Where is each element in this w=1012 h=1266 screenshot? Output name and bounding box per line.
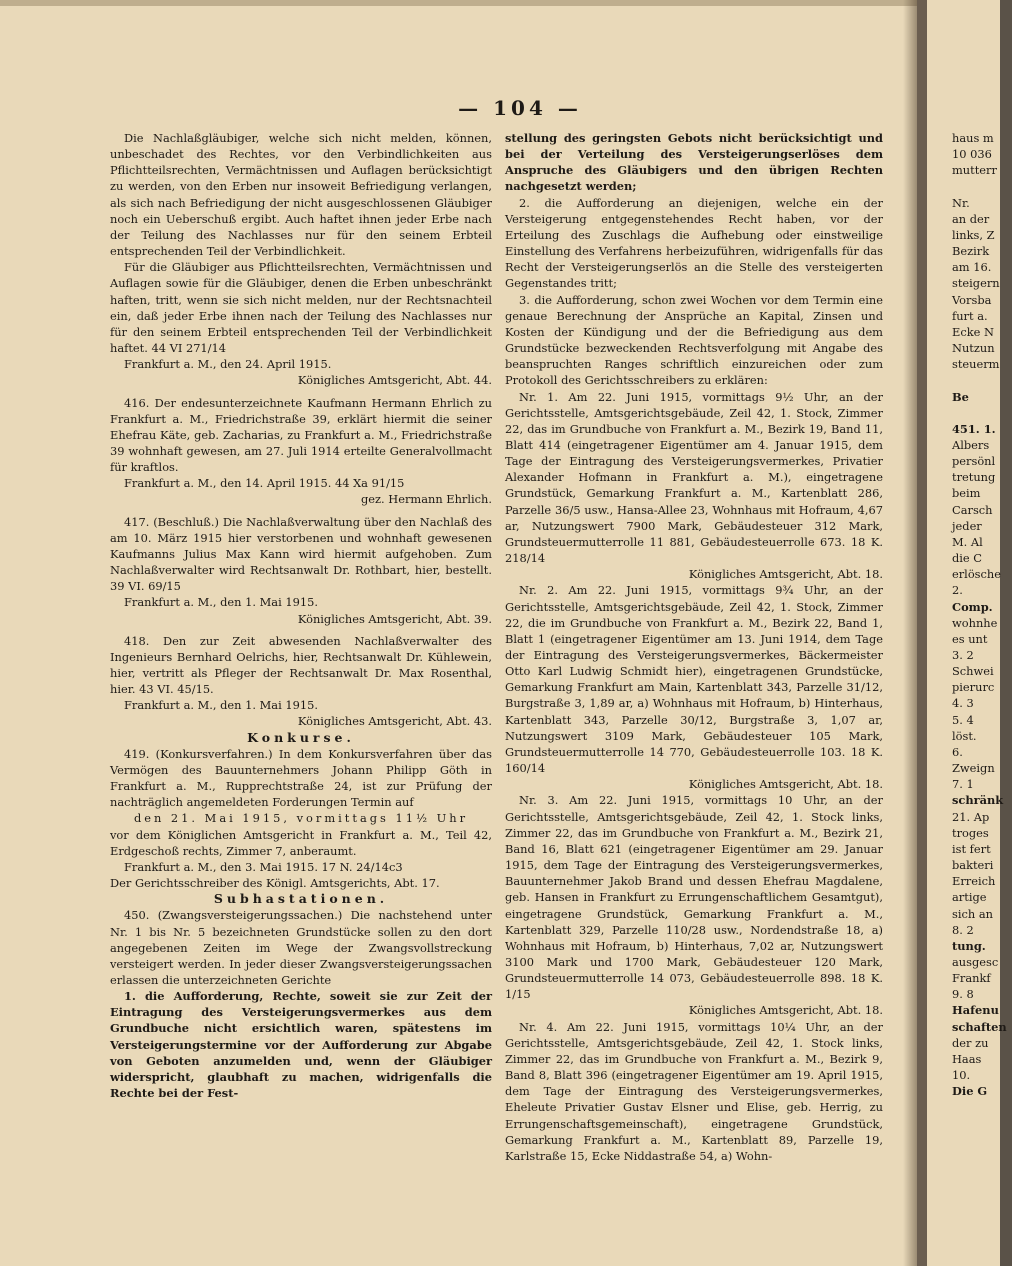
line: bakteri <box>952 858 994 873</box>
line: Erreich <box>952 874 996 889</box>
right-column-cropped <box>952 130 1012 1099</box>
signature: Königliches Amtsgericht, Abt. 18. <box>688 777 883 792</box>
line: persönl <box>952 454 996 469</box>
line: die C <box>952 551 983 566</box>
line: 451. 1. <box>952 421 996 436</box>
line: 9. 8 <box>952 987 974 1002</box>
middle-column <box>505 130 883 1164</box>
line: beim <box>952 486 981 501</box>
line: 7. 1 <box>952 777 974 792</box>
line: 6. <box>952 744 963 759</box>
line: Be <box>952 389 969 404</box>
paragraph: Die Nachlaßgläubiger, welche sich nicht melden, können, unbeschadet des Rechtes, vor den Verbindlichkeiten aus Pflichtteilsrechten, Vermächtnissen und Auflagen berücksichtigt zu werden, von den Erben nur insoweit Befriedigung verlangen, als sich nach Befriedigung der nicht ausgeschlossenen Gläubiger noch ein Ueberschuß ergibt. Auch haftet ihnen jeder Erbe nach der Teilung des Nachlasses nur für den seinem Erbteil entsprechenden Teil der Verbindlichkeit. <box>110 131 492 259</box>
line: 8. 2 <box>952 922 974 937</box>
line: pierurc <box>952 680 995 695</box>
notice-416: 416. Der endesunterzeichnete Kaufmann Hermann Ehrlich zu Frankfurt a. M., Friedrichstraße 39, erklärt hiermit die seiner Ehefrau Käte, geb. Zacharias, zu Frankfurt a. M., Friedrichstraße 39 wohnhaft gewesen, am 27. Juli 1914 erteilte Generalvollmacht für kraftlos. <box>110 395 492 475</box>
line: steigern <box>952 276 1000 291</box>
line: am 16. <box>952 260 992 275</box>
page-number: — 104 — <box>458 96 582 120</box>
dateline: Frankfurt a. M., den 14. April 1915. 44 Xa 91/15 <box>124 476 405 491</box>
line: tretung <box>952 470 996 485</box>
line: steuerm <box>952 357 1000 372</box>
line: 10. <box>952 1068 971 1083</box>
line: Nutzun <box>952 341 995 356</box>
signature: Königliches Amtsgericht, Abt. 39. <box>297 611 492 626</box>
line: furt a. <box>952 308 988 323</box>
line: schränk <box>952 793 1004 808</box>
line: links, Z <box>952 227 995 242</box>
signature: Königliches Amtsgericht, Abt. 18. <box>688 567 883 582</box>
dateline: Frankfurt a. M., den 24. April 1915. <box>124 357 332 372</box>
book-binding <box>917 0 927 1266</box>
paragraph: 1. die Aufforderung, Rechte, soweit sie zur Zeit der Eintragung des Versteigerungsvermerkes aus dem Grundbuche nicht ersichtlich waren, spätestens im Versteigerungstermine vor der Aufforderung zur Abgabe von Geboten anzumelden und, wenn der Gläubiger widerspricht, glaubhaft zu machen, widrigenfalls die Rechte bei der Fest- <box>110 989 492 1101</box>
line: erlösche <box>952 567 1001 582</box>
line: Bezirk <box>952 244 990 259</box>
notice-450: 450. (Zwangsversteigerungssachen.) Die nachstehend unter Nr. 1 bis Nr. 5 bezeichneten Grundstücke sollen zu den dort angegebenen Zeiten im Wege der Zwangsvollstreckung versteigert werden. In jeder dieser Zwangsversteigerungssachen erlassen die unterzeichneten Gerichte <box>110 908 492 987</box>
line: schaften <box>952 1019 1007 1034</box>
dateline: Frankfurt a. M., den 3. Mai 1915. 17 N. 24/14c3 <box>124 859 403 874</box>
line: wohnhe <box>952 615 998 630</box>
line: der zu <box>952 1035 989 1050</box>
line: Frankf <box>952 971 991 986</box>
auction-item-1: Nr. 1. Am 22. Juni 1915, vormittags 9½ Uhr, an der Gerichtsstelle, Amtsgerichtsgebäude, Zeil 42, 1. Stock, Zimmer 22, das im Grundbuche von Frankfurt a. M., Bezirk 19, Band 11, Blatt 414 (eingetragener Eigentümer am 4. Januar 1915, dem Tage der Eintragung des Versteigerungsvermerkes, Privatier Alexander Hofmann in Frankfurt a. M.), eingetragene Grundstück, Gemarkung Frankfurt a. M., Kartenblatt 286, Parzelle 36/5 usw., Hansa-Allee 23, Wohnhaus mit Hofraum, 4,67 ar, Nutzungswert 7900 Mark, Gebäudesteuer 312 Mark, Grundsteuermutterrolle 11 881, Gebäudesteuerrolle 673. 18 K. 218/14 <box>505 389 883 566</box>
line: ausgesc <box>952 954 999 969</box>
line: löst. <box>952 728 977 743</box>
line: Schwei <box>952 664 994 679</box>
signature: Der Gerichtsschreiber des Königl. Amtsgerichts, Abt. 17. <box>110 876 440 891</box>
line: mutterr <box>952 163 997 178</box>
notice-418: 418. Den zur Zeit abwesenden Nachlaßverwalter des Ingenieurs Bernhard Oelrichs, hier, Rechtsanwalt Dr. Kühlewein, hier, vertritt als Pfleger der Rechtsanwalt Dr. Max Rosenthal, hier. 43 VI. 45/15. <box>110 633 492 697</box>
page-top-edge <box>0 0 917 6</box>
dateline: Frankfurt a. M., den 1. Mai 1915. <box>124 698 318 713</box>
line: Ecke N <box>952 324 994 339</box>
line: 2. <box>952 583 963 598</box>
line: Comp. <box>952 599 993 614</box>
line: 4. 3 <box>952 696 974 711</box>
line <box>952 178 1012 194</box>
line: Hafenu <box>952 1003 999 1018</box>
line: haus m <box>952 131 994 145</box>
line: troges <box>952 825 989 840</box>
line: M. Al <box>952 534 983 549</box>
line: Carsch <box>952 502 993 517</box>
auction-item-2: Nr. 2. Am 22. Juni 1915, vormittags 9¾ Uhr, an der Gerichtsstelle, Amtsgerichtsgebäude, Zeil 42, 1. Stock, Zimmer 22, die im Grundbuche von Frankfurt a. M., Bezirk 22, Band 1, Blatt 1 (eingetragener Eigentümer am 13. Juni 1914, dem Tage der Eintragung des Versteigerungsvermerkes, Bäckermeister Otto Karl Ludwig Schmidt hier), eingetragenen Grundstücke, Gemarkung Frankfurt am Main, Kartenblatt 343, Parzelle 31/12, Burgstraße 3, 1,89 ar, a) Wohnhaus mit Hofraum, b) Hinterhaus, Kartenblatt 343, Parzelle 30/12, Burgstraße 3, 1,07 ar, Nutzungswert 3109 Mark, Gebäudesteuer 105 Mark, Grundsteuermutterrolle 14 770, Gebäudesteuerrolle 103. 18 K. 160/14 <box>505 583 883 776</box>
line: Albers <box>952 437 990 452</box>
signature: Königliches Amtsgericht, Abt. 18. <box>688 1003 883 1018</box>
paragraph: 2. die Aufforderung an diejenigen, welche ein der Versteigerung entgegenstehendes Recht haben, vor der Erteilung des Zuschlags die Aufhebung oder einstweilige Einstellung des Verfahrens herbeizuführen, widrigenfalls für das Recht der Versteigerungserlös an die Stelle des versteigerten Gegenstandes tritt; <box>505 195 883 291</box>
paragraph: vor dem Königlichen Amtsgericht in Frankfurt a. M., Teil 42, Erdgeschoß rechts, Zimmer 7, anberaumt. <box>110 827 492 858</box>
line: 21. Ap <box>952 809 990 824</box>
left-column <box>110 130 492 1101</box>
paragraph: Für die Gläubiger aus Pflichtteilsrechten, Vermächtnissen und Auflagen sowie für die Gläubiger, denen die Erben unbeschränkt haften, tritt, wenn sie sich nicht melden, nur der Rechtsnachteil ein, daß jeder Erbe ihnen nach der Teilung des Nachlasses nur für den seinem Erbteil entsprechenden Teil der Verbindlichkeit haftet. 44 VI 271/14 <box>110 260 492 356</box>
line: Zweign <box>952 761 995 776</box>
line: tung. <box>952 938 986 953</box>
signature: Königliches Amtsgericht, Abt. 43. <box>297 714 492 729</box>
line: Nr. <box>952 195 970 210</box>
line: 5. 4 <box>952 712 974 727</box>
signature: gez. Hermann Ehrlich. <box>361 492 492 507</box>
hearing-date: den 21. Mai 1915, vormittags 11½ Uhr <box>133 811 469 826</box>
auction-item-4: Nr. 4. Am 22. Juni 1915, vormittags 10¼ Uhr, an der Gerichtsstelle, Amtsgerichtsgebäude, Zeil 42, 1. Stock links, Zimmer 22, das im Grundbuche von Frankfurt a. M., Bezirk 9, Band 8, Blatt 396 (eingetragener Eigentümer am 19. April 1915, dem Tage der Eintragung des Versteigerungsvermerkes, Eheleute Privatier Gustav Elsner und Elise, geb. Herrig, zu Errungenschaftsgemeinschaft), eingetragene Grundstück, Gemarkung Frankfurt a. M., Kartenblatt 89, Parzelle 19, Karlstraße 15, Ecke Niddastraße 54, a) Wohn- <box>505 1019 883 1163</box>
line <box>952 405 1012 421</box>
line: ist fert <box>952 841 991 856</box>
section-heading-konkurse: Konkurse. <box>247 729 355 745</box>
notice-419: 419. (Konkursverfahren.) In dem Konkursverfahren über das Vermögen des Bauunternehmers Johann Philipp Göth in Frankfurt a. M., Rupprechtstraße 24, ist zur Prüfung der nachträglich angemeldeten Forderungen Termin auf <box>110 746 492 810</box>
line: Vorsba <box>952 292 992 307</box>
line: Die G <box>952 1084 988 1099</box>
paragraph: 3. die Aufforderung, schon zwei Wochen vor dem Termin eine genaue Berechnung der Ansprüche an Kapital, Zinsen und Kosten der Kündigung und der die Befriedigung aus dem Grundstücke bezweckenden Rechtsverfolgung mit Angabe des beanspruchten Ranges schriftlich einzureichen oder zum Protokoll des Gerichtsschreibers zu erklären: <box>505 292 883 388</box>
notice-417: 417. (Beschluß.) Die Nachlaßverwaltung über den Nachlaß des am 10. März 1915 hier verstorbenen und wohnhaft gewesenen Kaufmanns Julius Max Kann wird hiermit aufgehoben. Zum Nachlaßverwalter wird Rechtsanwalt Dr. Rothbart, hier, bestellt. 39 VI. 69/15 <box>110 514 492 594</box>
line: sich an <box>952 906 993 921</box>
line <box>952 372 1012 388</box>
line: jeder <box>952 518 982 533</box>
auction-item-3: Nr. 3. Am 22. Juni 1915, vormittags 10 Uhr, an der Gerichtsstelle, Amtsgerichtsgebäude, Zeil 42, 1. Stock links, Zimmer 22, das im Grundbuche von Frankfurt a. M., Bezirk 21, Band 16, Blatt 621 (eingetragener Eigentümer am 29. Januar 1915, dem Tage der Eintragung des Versteigerungsvermerkes, Bauunternehmer Jakob Brand und dessen Ehefrau Magdalene, geb. Hansen in Frankfurt zu Errungenschaftlichem Gesamtgut), eingetragene Grundstück, Gemarkung Frankfurt a. M., Kartenblatt 329, Parzelle 110/28 usw., Nordendstraße 18, a) Wohnhaus mit Hofraum, b) Hinterhaus, 7,02 ar, Nutzungswert 3100 Mark und 1700 Mark, Gebäudesteuer 120 Mark, Grundsteuermutterrolle 14 073, Gebäudesteuerrolle 898. 18 K. 1/15 <box>505 793 883 1002</box>
line: an der <box>952 211 990 226</box>
signature: Königliches Amtsgericht, Abt. 44. <box>297 373 492 388</box>
line: 10 036 <box>952 147 992 162</box>
line: artige <box>952 890 987 905</box>
line: 3. 2 <box>952 648 974 662</box>
binding-shadow <box>903 0 917 1266</box>
line: es unt <box>952 631 988 646</box>
dateline: Frankfurt a. M., den 1. Mai 1915. <box>124 595 318 610</box>
line: Haas <box>952 1051 982 1066</box>
section-heading-subhastationen: Subhastationen. <box>213 891 389 907</box>
paragraph: stellung des geringsten Gebots nicht berücksichtigt und bei der Verteilung des Versteigerungserlöses dem Anspruche des Gläubigers und den übrigen Rechten nachgesetzt werden; <box>505 131 883 194</box>
